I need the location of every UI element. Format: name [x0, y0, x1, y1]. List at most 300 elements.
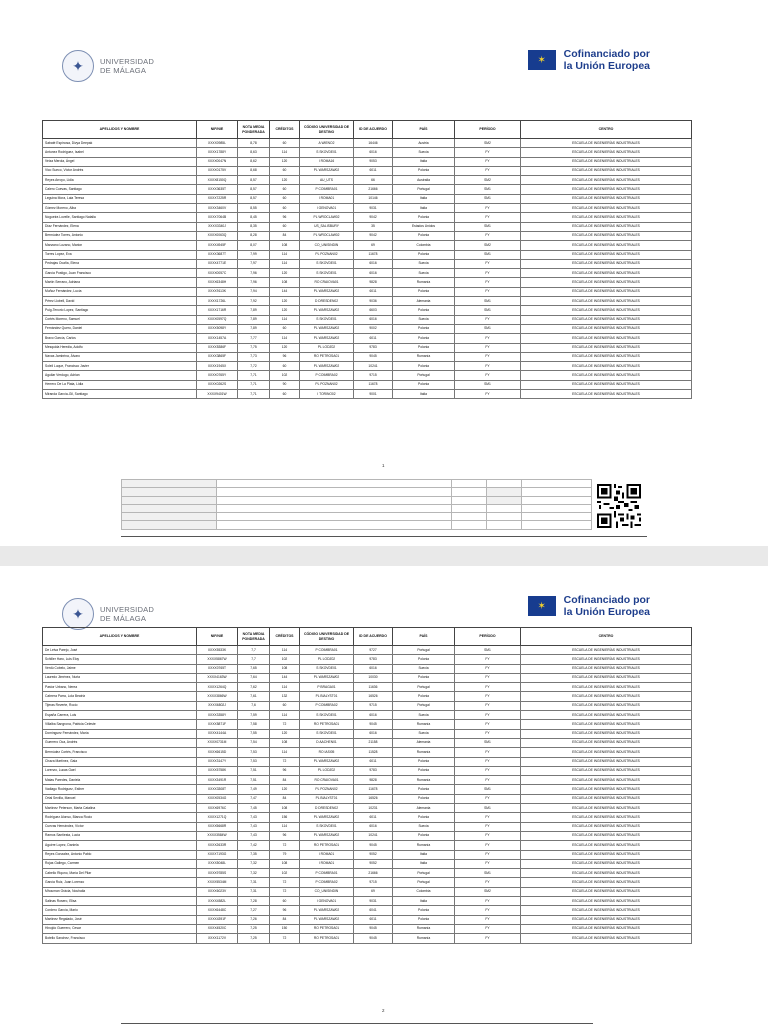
cell-nif: XXXX5048L	[197, 859, 238, 868]
cell-period: SM1	[455, 804, 521, 813]
cell-agreement-id: 6011	[354, 166, 393, 175]
table-row	[43, 813, 692, 822]
cell-name: García Ruiz, Juan Lorenzo	[43, 878, 197, 887]
cell-period: FY	[455, 748, 521, 757]
cell-grade: 7,43	[238, 813, 270, 822]
cell-nif: XXXX9113K	[197, 287, 238, 296]
column-header-nif: NIF/NIE	[197, 121, 238, 139]
cell-credits: 60	[270, 204, 300, 213]
cell-university-code: PL POZNAN02	[300, 785, 354, 794]
cell-nif: XXXX5098Y	[197, 324, 238, 333]
cell-center: ESCUELA DE INGENIERÍAS INDUSTRIALES	[521, 850, 692, 859]
cell-period: SM2	[455, 139, 521, 148]
table-row	[43, 692, 692, 701]
cell-agreement-id: 9045	[354, 720, 393, 729]
cell-university-code: RO PETROSA01	[300, 352, 354, 361]
cell-name: Cuevas Hernández, Víctor	[43, 822, 197, 831]
cell-grade: 7,31	[238, 887, 270, 896]
university-name-line2: DE MÁLAGA	[100, 66, 147, 75]
cell-country: Austria	[393, 139, 455, 148]
cell-grade: 8,63	[238, 148, 270, 157]
cell-period: FY	[455, 878, 521, 887]
cell-country: Polonia	[393, 324, 455, 333]
cell-period: SM1	[455, 738, 521, 747]
cell-center: ESCUELA DE INGENIERÍAS INDUSTRIALES	[521, 804, 692, 813]
cell-center: ESCUELA DE INGENIERÍAS INDUSTRIALES	[521, 692, 692, 701]
cell-university-code: D DRESDEN02	[300, 804, 354, 813]
cell-period: FY	[455, 148, 521, 157]
cell-center: ESCUELA DE INGENIERÍAS INDUSTRIALES	[521, 701, 692, 710]
cell-period: FY	[455, 915, 521, 924]
cell-name: Cabello Riquno, María Del Pilar	[43, 869, 197, 878]
cell-agreement-id: 9783	[354, 343, 393, 352]
cell-country: Polonia	[393, 906, 455, 915]
cell-period: FY	[455, 841, 521, 850]
cell-nif: XXXX1788Y	[197, 148, 238, 157]
cell-credits: 120	[270, 297, 300, 306]
cell-center: ESCUELA DE INGENIERÍAS INDUSTRIALES	[521, 250, 692, 259]
cell-university-code: PL WROCLAW02	[300, 231, 354, 240]
cell-nif: XXXX0985L	[197, 139, 238, 148]
cell-university-code: I GENOVA01	[300, 204, 354, 213]
cell-agreement-id: 6016	[354, 148, 393, 157]
cell-center: ESCUELA DE INGENIERÍAS INDUSTRIALES	[521, 306, 692, 315]
cell-agreement-id: 6603	[354, 306, 393, 315]
cell-credits: 108	[270, 804, 300, 813]
cell-university-code: PL WARSZAW02	[300, 334, 354, 343]
cell-credits: 108	[270, 278, 300, 287]
table-row	[43, 166, 692, 175]
cell-period: FY	[455, 934, 521, 943]
cell-credits: 102	[270, 655, 300, 664]
cell-nif: XXXX4945F	[197, 241, 238, 250]
cell-name: Bermúdez Torres, Antonio	[43, 231, 197, 240]
cell-name: Gómez Moreno, Alba	[43, 204, 197, 213]
cell-name: Bermúdez Cortés, Francisco	[43, 748, 197, 757]
cell-credits: 84	[270, 231, 300, 240]
page-number: 2	[382, 1008, 385, 1013]
cell-credits: 72	[270, 841, 300, 850]
table-row	[43, 664, 692, 673]
cell-university-code: US_SALISBURY	[300, 222, 354, 231]
cell-university-code: I ROMA01	[300, 859, 354, 868]
cell-credits: 96	[270, 766, 300, 775]
cell-grade: 7,62	[238, 683, 270, 692]
table-row	[43, 701, 692, 710]
cell-period: FY	[455, 278, 521, 287]
cell-name: Rodriguez Alonso, Blanca Rocio	[43, 813, 197, 822]
cell-credits: 60	[270, 362, 300, 371]
cell-name: Torres Lopez, Eva	[43, 250, 197, 259]
cell-name: Aguilar Verdugo, Adrian	[43, 371, 197, 380]
cell-credits: 72	[270, 887, 300, 896]
cell-name: Vico Sueco, Víctor Andrés	[43, 166, 197, 175]
cell-nif: XXXX0765T	[197, 664, 238, 673]
cell-grade: 7,73	[238, 352, 270, 361]
cell-grade: 7,53	[238, 757, 270, 766]
cell-period: FY	[455, 362, 521, 371]
cell-grade: 7,25	[238, 924, 270, 933]
cell-name: Herrero De La Plata, Lidia	[43, 380, 197, 389]
cell-period: SM1	[455, 194, 521, 203]
cell-grade: 7,71	[238, 371, 270, 380]
cell-agreement-id: 6011	[354, 287, 393, 296]
cell-grade: 7,32	[238, 869, 270, 878]
cell-period: SM1	[455, 380, 521, 389]
cell-grade: 7,64	[238, 673, 270, 682]
cell-center: ESCUELA DE INGENIERÍAS INDUSTRIALES	[521, 655, 692, 664]
table-row	[43, 878, 692, 887]
university-logo	[62, 598, 154, 630]
cell-credits: 120	[270, 729, 300, 738]
table-row	[43, 748, 692, 757]
cell-period: SM1	[455, 250, 521, 259]
cell-agreement-id: 69	[354, 241, 393, 250]
cell-period: FY	[455, 924, 521, 933]
cell-period: FY	[455, 831, 521, 840]
table-row	[43, 362, 692, 371]
cell-agreement-id: 9828	[354, 278, 393, 287]
cell-center: ESCUELA DE INGENIERÍAS INDUSTRIALES	[521, 897, 692, 906]
cell-credits: 60	[270, 324, 300, 333]
cell-nif: XXXX4163W	[197, 673, 238, 682]
cell-country: Polonia	[393, 794, 455, 803]
cell-country: Suecia	[393, 729, 455, 738]
candidates-table-page-2	[42, 627, 692, 944]
cell-university-code: I TORINO02	[300, 390, 354, 399]
cell-country: Alemania	[393, 804, 455, 813]
cell-country: Rumanía	[393, 924, 455, 933]
cell-name: Bravo García, Carlos	[43, 334, 197, 343]
cell-university-code: RO CRAIOVA01	[300, 278, 354, 287]
cell-name: Cortés Moreno, Samuel	[43, 315, 197, 324]
cell-credits: 96	[270, 831, 300, 840]
cell-period: SM1	[455, 785, 521, 794]
table-row	[43, 841, 692, 850]
cell-agreement-id: 6016	[354, 315, 393, 324]
cell-credits: 72	[270, 878, 300, 887]
cell-country: Italia	[393, 204, 455, 213]
cell-period: FY	[455, 157, 521, 166]
cell-period: FY	[455, 683, 521, 692]
cell-name: Reyes Arroyo, Lidia	[43, 176, 197, 185]
cell-country: Polonia	[393, 813, 455, 822]
cell-grade: 7,97	[238, 259, 270, 268]
cell-university-code: PL LODZ02	[300, 655, 354, 664]
cell-center: ESCUELA DE INGENIERÍAS INDUSTRIALES	[521, 757, 692, 766]
cell-period: FY	[455, 334, 521, 343]
cell-agreement-id: 16446	[354, 139, 393, 148]
cell-nif: XXXX1172V	[197, 934, 238, 943]
table-row	[43, 757, 692, 766]
column-header-name: APELLIDOS Y NOMBRE	[43, 121, 197, 139]
cell-name: Fernández Quero, Daniel	[43, 324, 197, 333]
cell-agreement-id: 9053	[354, 157, 393, 166]
cell-center: ESCUELA DE INGENIERÍAS INDUSTRIALES	[521, 887, 692, 896]
cell-period: FY	[455, 166, 521, 175]
cell-grade: 7,25	[238, 934, 270, 943]
cell-name: De Leiva Parejo, José	[43, 646, 197, 655]
cell-name: Martínez Peterson, Marta Catalina	[43, 804, 197, 813]
cell-credits: 120	[270, 157, 300, 166]
table-row	[43, 204, 692, 213]
cell-grade: 7,92	[238, 297, 270, 306]
cell-country: Italia	[393, 897, 455, 906]
cell-nif: XXXX5386F	[197, 343, 238, 352]
cell-country: Polonia	[393, 785, 455, 794]
cell-nif: XXXX0534G	[197, 794, 238, 803]
column-header-country: PAÍS	[393, 628, 455, 646]
cell-period: FY	[455, 664, 521, 673]
cell-period: FY	[455, 352, 521, 361]
cell-credits: 114	[270, 315, 300, 324]
cell-credits: 96	[270, 906, 300, 915]
cell-period: FY	[455, 776, 521, 785]
eu-text-line2: la Unión Europea	[563, 606, 650, 618]
cell-grade: 7,71	[238, 390, 270, 399]
cell-university-code: PL LODZ02	[300, 766, 354, 775]
table-row	[43, 906, 692, 915]
cell-country: Polonia	[393, 831, 455, 840]
cell-grade: 7,89	[238, 324, 270, 333]
cell-country: Polonia	[393, 306, 455, 315]
cell-agreement-id: 21666	[354, 869, 393, 878]
cell-credits: 120	[270, 785, 300, 794]
cell-agreement-id: 9715	[354, 878, 393, 887]
cell-grade: 8,57	[238, 185, 270, 194]
cell-university-code: RO PETROSA01	[300, 924, 354, 933]
table-row	[43, 655, 692, 664]
cell-center: ESCUELA DE INGENIERÍAS INDUSTRIALES	[521, 869, 692, 878]
table-row	[43, 380, 692, 389]
cell-center: ESCUELA DE INGENIERÍAS INDUSTRIALES	[521, 352, 692, 361]
cell-country: Polonia	[393, 915, 455, 924]
cell-nif: XXXX1457A	[197, 334, 238, 343]
cell-nif: XXXX7193G	[197, 850, 238, 859]
cell-university-code: P BRAGA01	[300, 683, 354, 692]
table-row	[43, 915, 692, 924]
cell-center: ESCUELA DE INGENIERÍAS INDUSTRIALES	[521, 711, 692, 720]
cell-center: ESCUELA DE INGENIERÍAS INDUSTRIALES	[521, 334, 692, 343]
cell-country: Portugal	[393, 878, 455, 887]
cell-agreement-id: 9042	[354, 213, 393, 222]
table-row	[43, 213, 692, 222]
cell-center: ESCUELA DE INGENIERÍAS INDUSTRIALES	[521, 380, 692, 389]
cell-grade: 7,51	[238, 766, 270, 775]
cell-center: ESCUELA DE INGENIERÍAS INDUSTRIALES	[521, 278, 692, 287]
cell-agreement-id: 9031	[354, 204, 393, 213]
table-row	[43, 250, 692, 259]
cell-country: Portugal	[393, 185, 455, 194]
cell-nif: XXXX7225R	[197, 194, 238, 203]
cell-university-code: S SKOVDE01	[300, 259, 354, 268]
cell-agreement-id: 9727	[354, 646, 393, 655]
cell-grade: 7,75	[238, 343, 270, 352]
cell-nif: XXXX4520C	[197, 924, 238, 933]
cell-agreement-id: 9036	[354, 297, 393, 306]
cell-credits: 108	[270, 241, 300, 250]
cell-name: Rojas Gallego, Carmen	[43, 859, 197, 868]
cell-period: FY	[455, 906, 521, 915]
eu-text-line1: Cofinanciado por	[563, 48, 650, 60]
cell-grade: 7,94	[238, 287, 270, 296]
cell-name: Schiller Haro, Luis Eloy	[43, 655, 197, 664]
cell-country: Portugal	[393, 869, 455, 878]
column-header-center: CENTRO	[521, 121, 692, 139]
cell-center: ESCUELA DE INGENIERÍAS INDUSTRIALES	[521, 259, 692, 268]
cell-university-code: S SKOVDE01	[300, 822, 354, 831]
column-header-center: CENTRO	[521, 628, 692, 646]
cell-period: SM1	[455, 222, 521, 231]
cell-university-code: PL POZNAN02	[300, 380, 354, 389]
cell-university-code: RO CRAIOVA01	[300, 776, 354, 785]
cell-grade: 7,59	[238, 711, 270, 720]
cell-nif: XXXX3340J	[197, 222, 238, 231]
cell-university-code: P COIMBRA01	[300, 646, 354, 655]
cell-university-code: P COIMBRA02	[300, 371, 354, 380]
cell-period: FY	[455, 673, 521, 682]
column-header-country: PAÍS	[393, 121, 455, 139]
cell-credits: 84	[270, 915, 300, 924]
cell-university-code: CO_UNISINDIN	[300, 241, 354, 250]
university-name-line1: UNIVERSIDAD	[100, 57, 155, 66]
cell-center: ESCUELA DE INGENIERÍAS INDUSTRIALES	[521, 785, 692, 794]
cell-center: ESCUELA DE INGENIERÍAS INDUSTRIALES	[521, 204, 692, 213]
column-header-credits: CRÉDITOS	[270, 628, 300, 646]
cell-credits: 79	[270, 850, 300, 859]
cell-country: Portugal	[393, 371, 455, 380]
cell-nif: XXXX0597Q	[197, 315, 238, 324]
cell-university-code: P COIMBRA01	[300, 185, 354, 194]
cell-country: Italia	[393, 194, 455, 203]
cell-period: SM1	[455, 646, 521, 655]
cell-grade: 7,65	[238, 664, 270, 673]
cell-country: Rumanía	[393, 720, 455, 729]
cell-nif: XXXX6976C	[197, 804, 238, 813]
cell-grade: 7,55	[238, 729, 270, 738]
table-row	[43, 869, 692, 878]
eu-text-line2: la Unión Europea	[563, 60, 650, 72]
cell-agreement-id: 9828	[354, 776, 393, 785]
cell-center: ESCUELA DE INGENIERÍAS INDUSTRIALES	[521, 269, 692, 278]
cell-country: Italia	[393, 859, 455, 868]
cell-center: ESCUELA DE INGENIERÍAS INDUSTRIALES	[521, 841, 692, 850]
cell-country: Polonia	[393, 343, 455, 352]
cell-center: ESCUELA DE INGENIERÍAS INDUSTRIALES	[521, 390, 692, 399]
cell-center: ESCUELA DE INGENIERÍAS INDUSTRIALES	[521, 924, 692, 933]
cell-country: Italia	[393, 390, 455, 399]
cell-name: Lauredo Jiménez, Nuria	[43, 673, 197, 682]
cell-country: Alemania	[393, 738, 455, 747]
cell-country: Alemania	[393, 297, 455, 306]
cell-grade: 7,51	[238, 776, 270, 785]
cell-nif: XXXX5867W	[197, 655, 238, 664]
cell-name: Cordero García, Mario	[43, 906, 197, 915]
cell-credits: 108	[270, 859, 300, 868]
cell-grade: 7,27	[238, 906, 270, 915]
table-row	[43, 334, 692, 343]
cell-name: Pérez Llobell, David	[43, 297, 197, 306]
cell-agreement-id: 9031	[354, 897, 393, 906]
cell-name: Lorenzo, Lucas Gael	[43, 766, 197, 775]
cell-grade: 8,55	[238, 204, 270, 213]
cell-period: FY	[455, 287, 521, 296]
cell-nif: XXXX2633R	[197, 841, 238, 850]
cell-name: Soleil Luque, Francisco Javier	[43, 362, 197, 371]
cell-agreement-id: 9783	[354, 766, 393, 775]
cell-name: España Carrera, Luis	[43, 711, 197, 720]
cell-agreement-id: 10231	[354, 804, 393, 813]
cell-name: Villalba Sangrona, Patricia Celeste	[43, 720, 197, 729]
signature-divider	[121, 536, 647, 537]
cell-center: ESCUELA DE INGENIERÍAS INDUSTRIALES	[521, 859, 692, 868]
cell-nif: XXXX4582L	[197, 897, 238, 906]
column-header-agreement-id: ID DE ACUERDO	[354, 628, 393, 646]
cell-country: Suecia	[393, 664, 455, 673]
cell-period: SM1	[455, 306, 521, 315]
cell-grade: 7,96	[238, 269, 270, 278]
cell-nif: XXXX4144A	[197, 729, 238, 738]
cell-nif: XXXX4771E	[197, 259, 238, 268]
cell-country: Polonia	[393, 362, 455, 371]
cell-credits: 108	[270, 664, 300, 673]
cell-name: Chaza Martínez, Gaia	[43, 757, 197, 766]
eu-flag-icon: ✶	[528, 50, 556, 70]
cell-country: Polonia	[393, 334, 455, 343]
cell-nif: XXXX6615D	[197, 748, 238, 757]
cell-credits: 96	[270, 213, 300, 222]
cell-center: ESCUELA DE INGENIERÍAS INDUSTRIALES	[521, 776, 692, 785]
university-name-line2: DE MÁLAGA	[100, 614, 147, 623]
cell-university-code: PL WARSZAW02	[300, 757, 354, 766]
cell-university-code: PL WARSZAW02	[300, 813, 354, 822]
page-number: 1	[382, 463, 385, 468]
cell-credits: 108	[270, 738, 300, 747]
cell-name: Hinojdo Guerrero, Cesar	[43, 924, 197, 933]
table-row	[43, 887, 692, 896]
cell-country: Suecia	[393, 315, 455, 324]
cell-university-code: PL POZNAN02	[300, 250, 354, 259]
cell-credits: 114	[270, 711, 300, 720]
cell-university-code: S SKOVDE01	[300, 711, 354, 720]
cell-center: ESCUELA DE INGENIERÍAS INDUSTRIALES	[521, 729, 692, 738]
cell-country: Polonia	[393, 250, 455, 259]
cell-nif: XXXX6023V	[197, 887, 238, 896]
cell-grade: 8,45	[238, 213, 270, 222]
eu-text-line1: Cofinanciado por	[563, 594, 650, 606]
cell-agreement-id: 16526	[354, 692, 393, 701]
cell-period: FY	[455, 822, 521, 831]
cell-name: Puig-Tenorio Lopez, Santiago	[43, 306, 197, 315]
cell-name: Leguina Mora, Laia Teresa	[43, 194, 197, 203]
cell-credits: 72	[270, 757, 300, 766]
cell-center: ESCUELA DE INGENIERÍAS INDUSTRIALES	[521, 222, 692, 231]
cell-nif: XXXX7064B	[197, 213, 238, 222]
cell-nif: XXXX3584W	[197, 831, 238, 840]
cell-nif: XXXX5668R	[197, 822, 238, 831]
cell-university-code: CO_UNISINDIN	[300, 887, 354, 896]
table-header-row	[43, 628, 692, 646]
table-row	[43, 804, 692, 813]
cell-grade: 7,32	[238, 859, 270, 868]
cell-name: Reyes Gonzalez, Antonio Pablo	[43, 850, 197, 859]
cell-agreement-id: 6041	[354, 906, 393, 915]
cell-country: Portugal	[393, 701, 455, 710]
cell-nif: XXXX6448C	[197, 906, 238, 915]
cell-agreement-id: 9715	[354, 371, 393, 380]
cell-center: ESCUELA DE INGENIERÍAS INDUSTRIALES	[521, 362, 692, 371]
cell-university-code: S SKOVDE01	[300, 148, 354, 157]
